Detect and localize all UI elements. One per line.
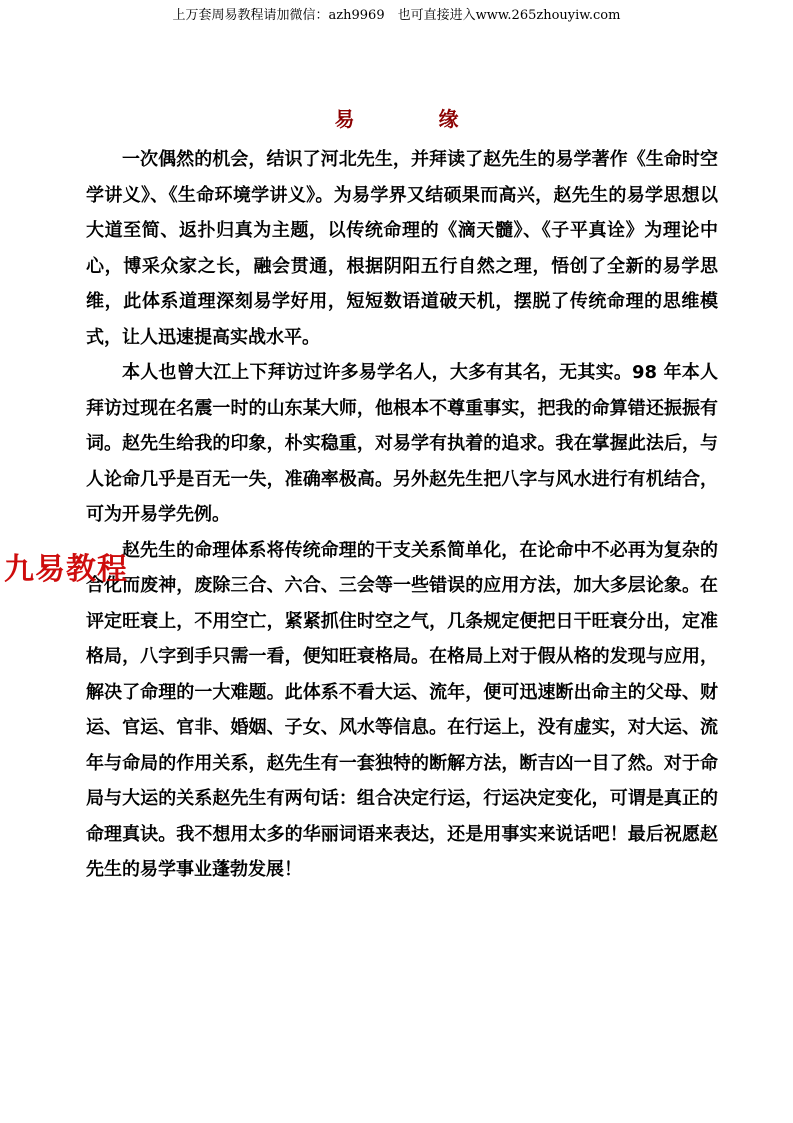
top-banner: 上万套周易教程请加微信：azh9969 也可直接进入www.265zhouyiw.com [172, 8, 621, 23]
document-body [86, 142, 718, 888]
paragraph-2: 本人也曾大江上下拜访过许多易学名人，大多有其名，无其实。98 年本人拜访过现在名震一时的山东某大师，他根本不尊重事实，把我的命算错还振振有词。赵先生给我的印象，朴实稳重，对易学有执着的追求。我在掌握此法后，与人论命几乎是百无一失，准确率极高。另外赵先生把八字与风水进行有机结合，可为开易学先例。 [86, 362, 718, 525]
paragraph-1: 一次偶然的机会，结识了河北先生，并拜读了赵先生的易学著作《生命时空学讲义》、《生命环境学讲义》。为易学界又结硕果而高兴，赵先生的易学思想以大道至简、返扑归真为主题，以传统命理的《滴天髓》、《子平真诠》为理论中心，博采众家之长，融会贯通，根据阴阳五行自然之理，悟创了全新的易学思维，此体系道理深刻易学好用，短短数语道破天机，摆脱了传统命理的思维模式，让人迅速提高实战水平。 [86, 149, 718, 348]
watermark-text: 九易教程 [4, 552, 128, 587]
document-title: 易 缘 [334, 107, 491, 131]
paragraph-3: 赵先生的命理体系将传统命理的干支关系简单化，在论命中不必再为复杂的合化而废神，废除三合、六合、三会等一些错误的应用方法，加大多层论象。在评定旺衰上，不用空亡，紧紧抓住时空之气，几条规定便把日干旺衰分出，定准格局，八字到手只需一看，便知旺衰格局。在格局上对于假从格的发现与应用，解决了命理的一大难题。此体系不看大运、流年，便可迅速断出命主的父母、财运、官运、官非、婚姻、子女、风水等信息。在行运上，没有虚实，对大运、流年与命局的作用关系，赵先生有一套独特的断解方法，断吉凶一目了然。对于命局与大运的关系赵先生有两句话：组合决定行运，行运决定变化，可谓是真正的命理真诀。我不想用太多的华丽词语来表达，还是用事实来说话吧！最后祝愿赵先生的易学事业蓬勃发展！ [86, 539, 718, 880]
